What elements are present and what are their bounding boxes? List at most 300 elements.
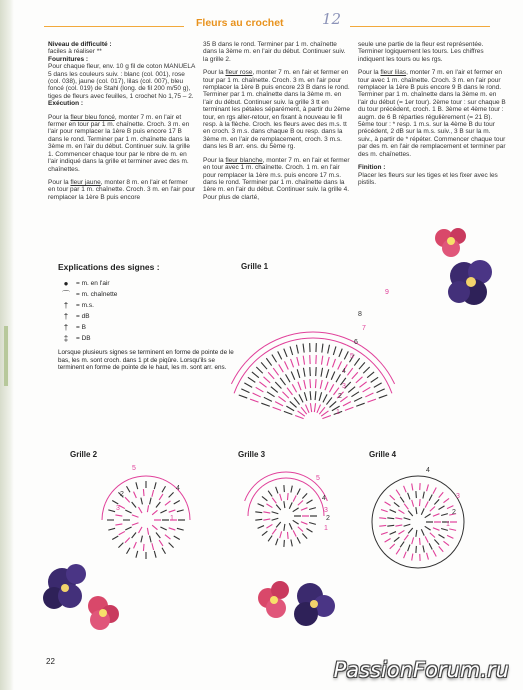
stitch-mark: [398, 510, 404, 514]
chain-arc: [381, 363, 395, 384]
stitch-mark: [258, 526, 264, 529]
stitch-mark: [273, 368, 278, 375]
round-number: 8: [358, 311, 362, 318]
stitch-mark: [169, 528, 176, 530]
stitch-mark: [329, 401, 336, 407]
stitch-mark: [365, 393, 373, 397]
stitch-mark: [321, 356, 322, 365]
stitch-mark: [430, 533, 435, 538]
half-double-symbol: †: [63, 312, 69, 321]
stitch-mark: [294, 397, 300, 404]
stitch-mark: [321, 411, 328, 416]
stitch-mark: [419, 538, 420, 545]
stitch-mark: [385, 538, 391, 542]
chain-arc: [372, 522, 378, 545]
legend-item: [58, 311, 238, 322]
stitch-mark: [272, 512, 279, 514]
header-rule-left: [44, 26, 184, 27]
handwritten-number: 12: [322, 10, 342, 28]
stitch-mark: [394, 537, 399, 541]
pink-flower-name: fleur rose: [225, 69, 253, 77]
stitch-mark: [303, 344, 304, 353]
stitch-mark: [434, 499, 439, 504]
stitch-mark: [404, 535, 408, 541]
stitch-mark: [174, 501, 180, 505]
legend-text: = m. en l'air: [76, 280, 110, 287]
stitch-mark: [290, 401, 297, 407]
round-number: 4: [322, 495, 326, 502]
stitch-mark: [125, 527, 131, 530]
stitch-mark: [307, 528, 313, 532]
stitch-mark: [371, 377, 378, 382]
chain-arc: [254, 476, 269, 486]
stitch-mark: [275, 382, 281, 389]
yellow-flower-name: fleur jaune: [70, 178, 101, 186]
stitch-mark: [367, 372, 374, 378]
stitch-mark: [379, 395, 387, 398]
stitch-mark: [154, 551, 156, 558]
stitch-mark: [298, 501, 303, 506]
legend-text: = m. chaînette: [76, 291, 118, 298]
stitch-mark: [332, 359, 335, 367]
stitch-mark: [390, 532, 396, 535]
stitch-mark: [282, 392, 288, 398]
grille-4-diagram: [368, 464, 472, 574]
stitch-mark: [323, 394, 327, 402]
pink-flower-photo-2: [88, 596, 119, 630]
stitch-mark: [136, 551, 138, 558]
stitch-mark: [127, 486, 131, 492]
stitch-mark: [309, 508, 316, 510]
photo-flowers-bottom-center: [250, 576, 342, 646]
stitch-mark: [315, 391, 316, 400]
stitch-mark: [293, 530, 296, 536]
round-number: 5: [132, 465, 136, 472]
stitch-mark: [134, 492, 137, 498]
stitch-mark: [143, 544, 144, 551]
stitch-mark: [159, 540, 163, 546]
stitch-mark: [291, 371, 295, 379]
stitch-mark: [447, 535, 453, 538]
stitch-mark: [284, 524, 285, 531]
stitch-mark: [160, 510, 166, 513]
chain-arc: [245, 346, 264, 363]
stitch-mark: [310, 379, 311, 388]
chain-arc: [418, 562, 441, 568]
chain-arc: [248, 500, 252, 516]
stitch-mark: [141, 498, 143, 505]
stitch-mark: [400, 497, 404, 503]
stitch-mark: [136, 482, 138, 489]
stitch-mark: [241, 389, 249, 393]
stitch-mark: [309, 522, 316, 524]
stitch-mark: [316, 367, 317, 376]
stitch-mark: [268, 372, 274, 379]
stitch-mark: [165, 535, 171, 539]
pink-flower-photo-3: [258, 581, 289, 618]
stitch-mark: [152, 525, 157, 529]
stitch-mark: [264, 377, 271, 383]
stitch-mark: [302, 534, 307, 539]
legend-title: Explications des signes :: [58, 262, 160, 272]
stitch-mark: [412, 484, 413, 491]
stitch-mark: [429, 543, 432, 549]
stitch-mark: [169, 543, 174, 548]
stitch-mark: [255, 519, 262, 520]
stitch-mark: [304, 380, 306, 389]
stitch-mark: [165, 501, 171, 505]
chain-arc: [395, 562, 418, 568]
stitch-mark: [143, 489, 144, 496]
round-number: 2: [338, 393, 342, 400]
round-number: 7: [362, 325, 366, 332]
stitch-mark: [286, 406, 294, 411]
stitch-mark: [115, 515, 122, 516]
chain-arc: [324, 339, 346, 345]
stitch-mark: [298, 527, 303, 532]
blue-flower-photo-2: [43, 564, 86, 609]
text-column-1: [48, 41, 196, 207]
stitch-mark: [287, 388, 292, 395]
chain-arc: [378, 545, 395, 562]
stitch-mark: [291, 486, 292, 493]
stitch-mark: [379, 525, 386, 526]
stitch-mark: [154, 482, 156, 489]
stitch-mark: [271, 387, 278, 393]
grille-2-label: Grille 2: [70, 450, 98, 459]
stitch-mark: [297, 537, 300, 543]
chain-arc: [441, 545, 458, 562]
stitch-mark: [433, 514, 440, 517]
chain-arc: [458, 522, 464, 545]
stitch-mark: [293, 495, 296, 501]
stitch-mark: [421, 529, 424, 535]
photo-flowers-bottom-left: [40, 562, 132, 650]
execution-label: Exécution :: [48, 100, 84, 108]
grille-3-diagram: [238, 460, 338, 560]
symbol-legend: [58, 262, 238, 372]
stitch-mark: [387, 518, 394, 519]
stitch-mark: [343, 402, 351, 406]
white-flower-text: , monter 7 m. en l'air et fermer en tour avec 1 m. chaînette. Croch. 1 m. en l'air pour remplacer la 1ère m.s. puis encore 17 m.s. dans le rond. Terminer par 1 m. chaînette dans la 1ère m. en l'air du début. Continuer suiv. la grille 4. Pour plus de clarté,: [203, 156, 350, 201]
stitch-mark: [307, 500, 313, 504]
stitch-mark: [177, 528, 184, 530]
stitch-mark: [305, 405, 309, 413]
stitch-mark: [327, 357, 329, 366]
stitch-mark: [280, 531, 282, 538]
stitch-mark: [264, 397, 272, 401]
supplies-text: Pour chaque fleur, env. 10 g fil de coton MANUELA 5 dans les couleurs suiv. : blanc (col. 001), rose (col. 038), jaune (col. 017), lilas (col. 007), bleu foncé (col. 019) de Stahl (long. de fil 200 m/50 g), tiges de fleurs avec feuilles, 1 crochet No 1,75 – 2.: [48, 63, 195, 100]
round-number: 1: [170, 515, 174, 522]
stitch-mark: [132, 533, 136, 538]
round-number: 3: [324, 507, 328, 514]
stitch-mark: [290, 346, 293, 355]
legend-item: [58, 278, 238, 289]
stitch-mark: [421, 508, 424, 514]
stitch-mark: [331, 371, 335, 379]
stitch-mark: [381, 510, 388, 512]
stitch-mark: [289, 502, 292, 508]
round-number: 6: [354, 339, 358, 346]
stitch-mark: [159, 494, 163, 500]
yellow-flower-text: , monter 8 m. en l'air et fermer en tour par 1 m. chaînette. Croch. 3 m. en l'air pour remplacer la 1ère B puis encore: [48, 178, 196, 201]
stitch-mark: [439, 546, 444, 551]
stitch-mark: [387, 525, 394, 526]
stitch-mark: [425, 526, 431, 530]
double-crochet-symbol: †: [63, 323, 69, 332]
round-number: 1: [446, 521, 450, 528]
stitch-mark: [423, 492, 424, 499]
stitch-mark: [404, 552, 407, 559]
stitch-mark: [276, 487, 278, 494]
yellow-intro: Pour la: [48, 178, 71, 186]
chain-arc: [313, 332, 338, 336]
lilac-intro: Pour la: [358, 69, 381, 77]
stitch-mark: [169, 492, 174, 497]
round-number: 4: [342, 368, 346, 375]
stitch-mark: [363, 367, 369, 373]
stitch-mark: [284, 361, 288, 369]
stitch-mark: [297, 357, 299, 366]
round-number: 5: [316, 475, 320, 482]
chain-arc: [378, 482, 395, 499]
chain-arc: [361, 346, 380, 363]
stitch-mark: [385, 502, 391, 506]
stitch-mark: [125, 497, 130, 502]
stitch-mark: [433, 528, 440, 531]
stitch-mark: [433, 488, 436, 494]
stitch-mark: [291, 359, 294, 367]
stitch-mark: [132, 502, 136, 507]
stitch-mark: [322, 416, 330, 419]
stitch-mark: [276, 522, 281, 527]
text-column-2: [203, 41, 351, 207]
chain-arc: [265, 336, 288, 346]
stitch-mark: [150, 536, 152, 543]
stitch-mark: [134, 542, 137, 548]
stitch-mark: [425, 501, 428, 507]
stitch-mark: [162, 548, 166, 554]
stitch-mark: [408, 493, 410, 500]
stitch-mark: [301, 522, 308, 525]
stitch-mark: [441, 514, 448, 516]
stitch-mark: [348, 387, 355, 393]
round-number: 3: [342, 383, 346, 390]
stitch-mark: [141, 536, 143, 543]
lilac-flower-text: , monter 7 m. en l'air et fermer en tour avec 1 m. chaînette. Croch. 3 m. en l'air pour remplacer la 1ère B puis encore 9 B dans le rond. Terminer par 1 m. chaînette dans la 3ème m. en l'air du début (= 1er tour). 2ème tour : sur chaque B du tour précédent, croch. 1 B. 3ème et 4ème tour : augm. de 6 B réparties régulièrement (= 21 B). 5ème tour : * resp. 1 m.s. sur la 4ème B du tour précédent, 2 dB sur la m.s. suiv., 3 B sur la m. suiv., à partir de * répéter. Commencer chaque tour par des m. en l'air de remplacement et terminer par des m. chaînettes.: [358, 69, 506, 158]
stitch-mark: [363, 387, 371, 392]
stitch-mark: [253, 393, 261, 397]
stitch-mark: [433, 550, 436, 556]
stitch-mark: [279, 364, 284, 372]
stitch-mark: [314, 403, 315, 412]
stitch-mark: [298, 382, 301, 390]
stitch-mark: [404, 486, 407, 493]
stitch-mark: [127, 548, 131, 554]
stitch-mark: [419, 499, 420, 506]
slip-stitch-symbol: ⌒: [62, 290, 70, 299]
stitch-mark: [174, 536, 180, 540]
grille-4-label: Grille 4: [369, 450, 397, 459]
stitch-mark: [297, 369, 300, 378]
page-title: Fleurs au crochet: [196, 17, 284, 29]
stitch-mark: [441, 528, 448, 530]
stitch-mark: [395, 525, 402, 526]
round-number: 1: [324, 525, 328, 532]
white-intro: Pour la: [203, 156, 226, 164]
blue-intro: Pour la: [48, 113, 71, 121]
stitch-mark: [276, 539, 278, 546]
chain-arc: [395, 476, 418, 482]
stitch-mark: [152, 543, 154, 550]
stitch-mark: [266, 524, 272, 528]
stitch-mark: [291, 539, 292, 546]
stitch-mark: [286, 374, 291, 382]
stitch-mark: [284, 501, 285, 508]
stitch-mark: [315, 379, 316, 388]
pink-flower-text: , monter 7 m. en l'air et fermer en tour par 1 m. chaînette. Croch. 3 m. en l'air pour remplacer la 1ère B puis encore 23 B dans le rond. Terminer par 1 m. chaînette dans la 3ème m. en l'air du début. Continuer suiv. la grille 3 tt en terminant les pétales séparément, à partir du 2ème tour, en rgs aller-retour, en fixant à nouveau le fil resp. à la flèche. Croch. les fleurs avec des m.s. tt en croch. 3 m.s. dans chaque B ou resp. dans la 3ème m. en l'air de remplacement, croch. 3 m.s. dans les B arr. ens. du 5ème rg.: [203, 69, 351, 151]
stitch-mark: [284, 411, 292, 414]
stitch-mark: [289, 523, 292, 529]
pink-flower-photo: [435, 228, 466, 257]
stitch-mark: [156, 533, 160, 538]
chain-arc: [418, 476, 441, 482]
lilac-flower-name: fleur lilas: [380, 69, 407, 77]
stitch-mark: [272, 518, 279, 520]
chain-arc: [366, 357, 382, 374]
stitch-mark: [404, 524, 411, 526]
stitch-mark: [280, 494, 282, 501]
stitch-mark: [118, 543, 123, 548]
chain-arc: [288, 332, 313, 336]
stitch-mark: [108, 528, 115, 530]
legend-note: Lorsque plusieurs signes se terminent en forme de pointe de le bas, les m. sont croch. dans 1 pt de piqûre. Lorsqu'ils se terminent en forme de pointe de le haut, les m. sont arr. ens.: [58, 349, 234, 372]
stitch-mark: [395, 518, 402, 519]
stitch-mark: [272, 529, 276, 535]
stitch-mark: [412, 500, 414, 507]
stitch-mark: [325, 382, 328, 390]
stitch-mark: [139, 527, 143, 533]
stitch-mark: [262, 531, 267, 535]
stitch-mark: [344, 351, 348, 359]
stitch-mark: [439, 534, 445, 538]
chain-arc: [102, 503, 105, 520]
stitch-mark: [400, 542, 404, 548]
stitch-mark: [261, 362, 267, 369]
stitch-mark: [301, 407, 307, 414]
chain-arc: [187, 503, 190, 520]
legend-item: [58, 333, 238, 344]
stitch-mark: [339, 349, 342, 357]
stitch-mark: [439, 492, 444, 497]
legend-text: = B: [76, 324, 86, 331]
stitch-mark: [278, 396, 285, 401]
stitch-mark: [169, 510, 176, 512]
stitch-mark: [275, 402, 283, 406]
stitch-mark: [301, 508, 308, 511]
round-number: 1: [336, 409, 340, 416]
finish-text: Placer les fleurs sur les tiges et les fixer avec les pistils.: [358, 171, 498, 186]
stitch-mark: [374, 383, 382, 387]
stitch-mark: [112, 501, 118, 505]
stitch-mark: [394, 502, 399, 506]
stitch-mark: [321, 368, 323, 377]
stitch-mark: [250, 399, 258, 402]
photo-flowers-top: [424, 226, 500, 322]
stitch-mark: [156, 502, 160, 507]
stitch-mark: [132, 515, 139, 517]
stitch-mark: [390, 544, 395, 549]
stitch-mark: [252, 372, 259, 378]
stitch-mark: [293, 508, 299, 512]
stitch-mark: [408, 511, 413, 516]
chain-arc: [146, 476, 163, 479]
round-number: 3: [116, 505, 120, 512]
finish-label: Finition :: [358, 164, 386, 172]
stitch-mark: [404, 518, 411, 520]
col2-continuation: 35 B dans le rond. Terminer par 1 m. chaînette dans la 3ème m. en l'air du début. Continuer suiv. la grille 2.: [203, 41, 346, 63]
stitch-mark: [255, 512, 262, 513]
stitch-mark: [256, 387, 264, 392]
stitch-mark: [280, 378, 285, 385]
stitch-mark: [359, 362, 365, 369]
stitch-mark: [443, 498, 449, 502]
round-number: 3: [456, 493, 460, 500]
stitch-mark: [336, 374, 341, 382]
stitch-mark: [317, 405, 321, 413]
pink-intro: Pour la: [203, 69, 226, 77]
text-column-3: [358, 41, 506, 192]
stitch-mark: [320, 380, 322, 389]
stitch-mark: [356, 403, 364, 406]
chain-arc: [269, 472, 286, 476]
stitch-mark: [354, 397, 362, 401]
treble-symbol: ‡: [63, 334, 69, 343]
stitch-mark: [256, 367, 262, 373]
stitch-mark: [302, 493, 307, 498]
stitch-mark: [322, 344, 323, 353]
chain-arc: [286, 472, 303, 476]
stitch-mark: [390, 495, 395, 500]
chain-arc: [294, 479, 309, 486]
stitch-mark: [310, 391, 311, 400]
stitch-mark: [356, 377, 363, 383]
stitch-mark: [293, 520, 299, 524]
stitch-mark: [396, 548, 400, 554]
stitch-mark: [423, 545, 424, 552]
chain-arc: [278, 478, 295, 479]
stitch-mark: [287, 493, 288, 500]
stitch-mark: [273, 407, 281, 410]
grille-3-label: Grille 3: [238, 450, 266, 459]
stitch-mark: [329, 384, 333, 392]
legend-text: = dB: [76, 313, 90, 320]
stitch-mark: [427, 484, 429, 491]
stitch-mark: [263, 519, 270, 520]
legend-text: = DB: [76, 335, 91, 342]
stitch-mark: [328, 345, 330, 354]
stitch-mark: [248, 377, 255, 382]
chain-symbol: ●: [63, 279, 69, 288]
stitch-mark: [266, 358, 271, 365]
stitch-mark: [412, 537, 414, 544]
stitch-mark: [319, 407, 325, 414]
difficulty-value: faciles à réaliser **: [48, 48, 102, 56]
stitch-mark: [345, 407, 353, 410]
round-number: 5: [350, 353, 354, 360]
stitch-mark: [272, 355, 277, 363]
grille-2-diagram: [90, 460, 200, 560]
